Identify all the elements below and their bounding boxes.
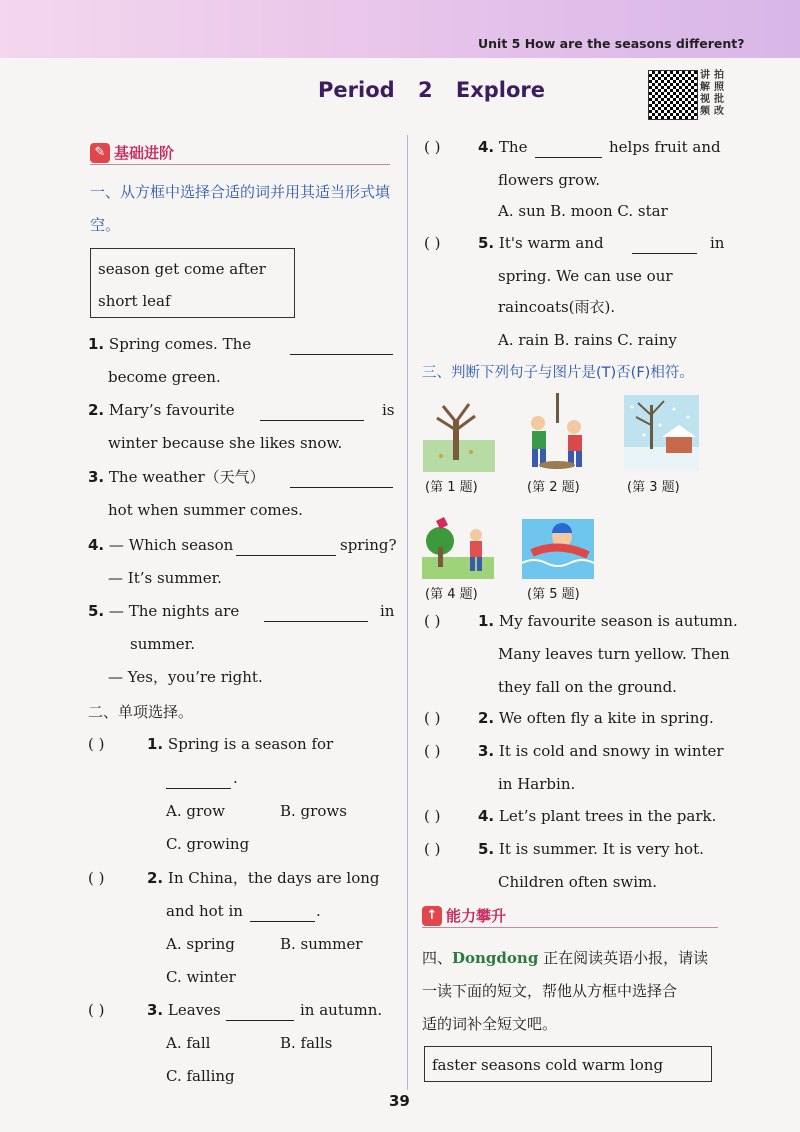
- blank[interactable]: [166, 774, 231, 789]
- part4-instruction: 四、Dongdong 正在阅读英语小报，请读: [422, 949, 709, 967]
- caption-2: (第 2 题): [527, 480, 580, 495]
- page-title: Period 2 Explore: [318, 78, 546, 102]
- picture-5-swimming: [522, 519, 594, 579]
- pencil-icon: ✎: [90, 143, 110, 163]
- blank[interactable]: [290, 340, 393, 355]
- blank[interactable]: [632, 239, 697, 254]
- climb-icon: ↑: [422, 906, 442, 926]
- caption-5: (第 5 题): [527, 587, 580, 602]
- blank[interactable]: [226, 1006, 294, 1021]
- blank[interactable]: [236, 541, 336, 556]
- caption-4: (第 4 题): [425, 587, 478, 602]
- blank[interactable]: [250, 907, 315, 922]
- part4-instruction-line2: 一读下面的短文，帮他从方框中选择合: [422, 982, 678, 1000]
- blank[interactable]: [264, 607, 368, 622]
- part1-instruction: 一、从方框中选择合适的词并用其适当形式填空。: [90, 183, 391, 234]
- blank[interactable]: [290, 473, 393, 488]
- caption-3: (第 3 题): [627, 480, 680, 495]
- word-box-4: faster seasons cold warm long: [424, 1046, 712, 1082]
- blank[interactable]: [535, 143, 602, 158]
- picture-3-winter-snow: [624, 395, 699, 471]
- unit-title: Unit 5 How are the seasons different?: [478, 36, 745, 51]
- word-box-1: season get come after short leaf: [90, 248, 295, 318]
- picture-4-kite-park: [422, 517, 494, 579]
- page-number: 39: [389, 1092, 410, 1110]
- section-ability: ↑ 能力攀升: [422, 905, 718, 926]
- picture-1-autumn-tree: [423, 400, 495, 472]
- qr-code-icon[interactable]: [648, 70, 698, 120]
- blank[interactable]: [260, 406, 364, 421]
- part3-instruction: 三、判断下列句子与图片是(T)否(F)相符。: [422, 365, 694, 381]
- caption-1: (第 1 题): [425, 480, 478, 495]
- section-basic: ✎ 基础进阶: [90, 142, 390, 163]
- qr-label: 讲 拍 解 照 视 批 频 改: [700, 70, 724, 117]
- picture-2-children-planting: [522, 393, 594, 473]
- part2-instruction: 二、单项选择。: [88, 703, 194, 721]
- part4-instruction-line3: 适的词补全短文吧。: [422, 1015, 558, 1033]
- column-divider: [407, 135, 408, 1090]
